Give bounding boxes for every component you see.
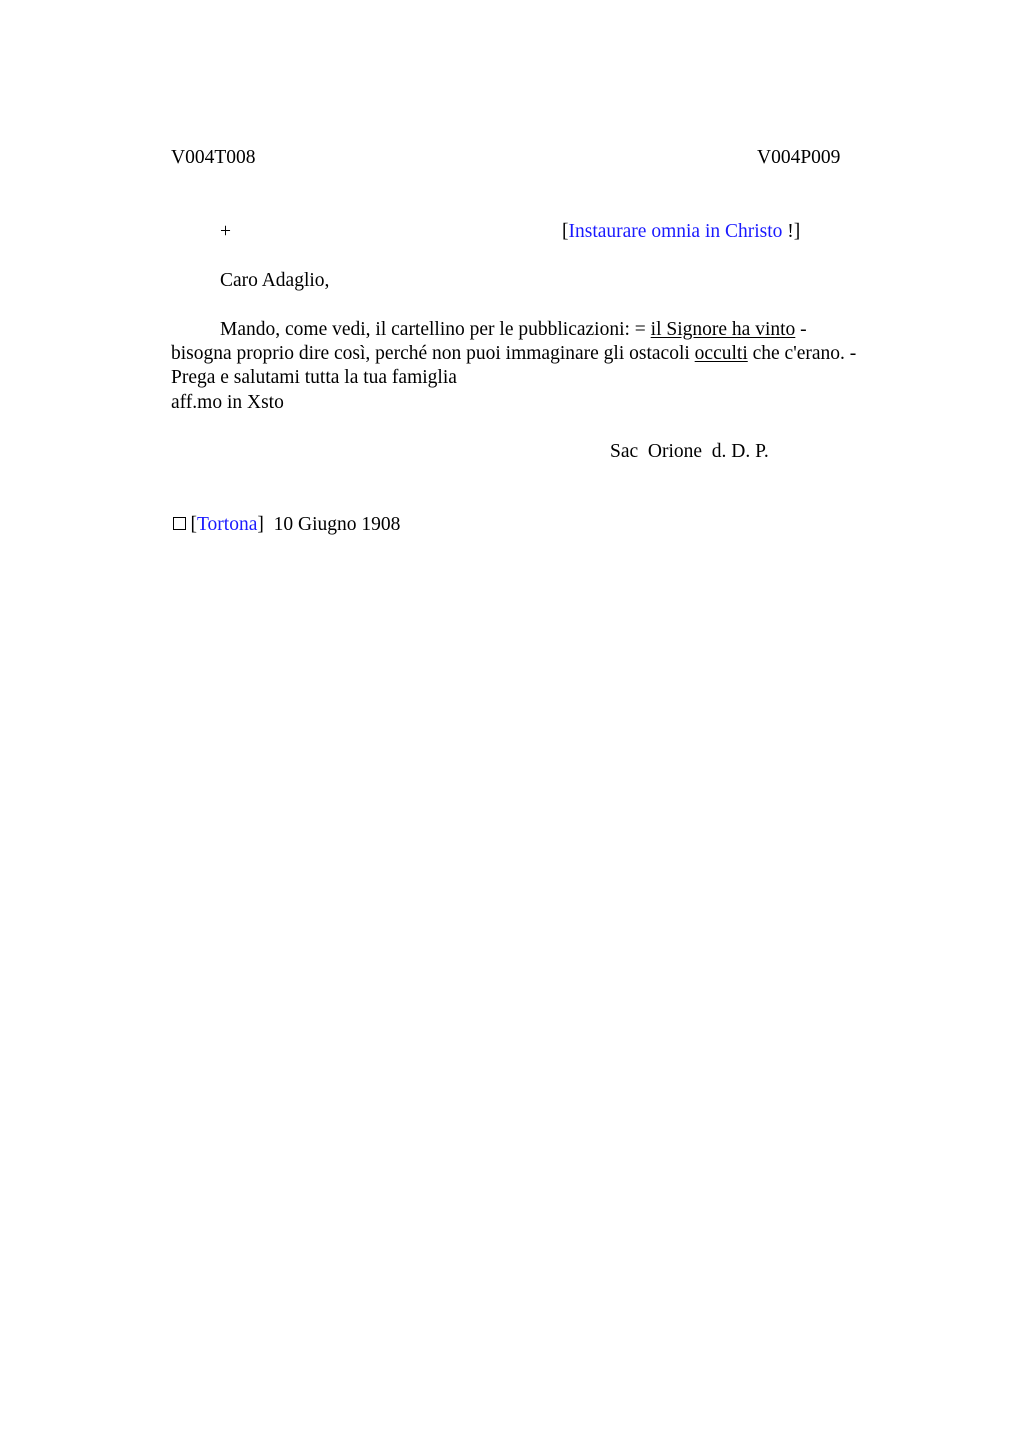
place-bracket-close: ] (257, 514, 264, 535)
body-line-1-text: Mando, come vedi, il cartellino per le pubblicazioni: = (220, 319, 651, 340)
body-line-1-end: - (795, 319, 807, 340)
motto-bracket-open: [ (562, 221, 569, 242)
body-line-2-underlined: occulti (694, 343, 748, 364)
motto-text: Instaurare omnia in Christo (568, 221, 783, 242)
motto (562, 220, 800, 244)
place-date (171, 489, 400, 561)
salutation: Caro Adaglio, (220, 270, 330, 291)
body-line-1-underlined: il Signore ha vinto (650, 319, 796, 340)
body-line-2-end: che c'erano. - (747, 343, 857, 364)
cross-symbol: + (220, 221, 231, 242)
volume-code-left: V004T008 (171, 147, 256, 168)
signature: Sac Orione d. D. P. (610, 441, 769, 462)
place-name: Tortona (197, 514, 258, 535)
letter-date: 10 Giugno 1908 (263, 514, 401, 535)
body-line-1 (220, 318, 807, 342)
body-line-2 (171, 342, 856, 366)
end-marker-box (173, 517, 186, 530)
body-line-4: aff.mo in Xsto (171, 392, 284, 413)
place-bracket-open: [ (190, 514, 197, 535)
volume-code-right: V004P009 (757, 147, 841, 168)
body-line-3: Prega e salutami tutta la tua famiglia (171, 367, 457, 388)
motto-bracket-close: !] (782, 221, 801, 242)
body-line-2-text: bisogna proprio dire così, perché non puoi immaginare gli ostacoli (171, 343, 695, 364)
